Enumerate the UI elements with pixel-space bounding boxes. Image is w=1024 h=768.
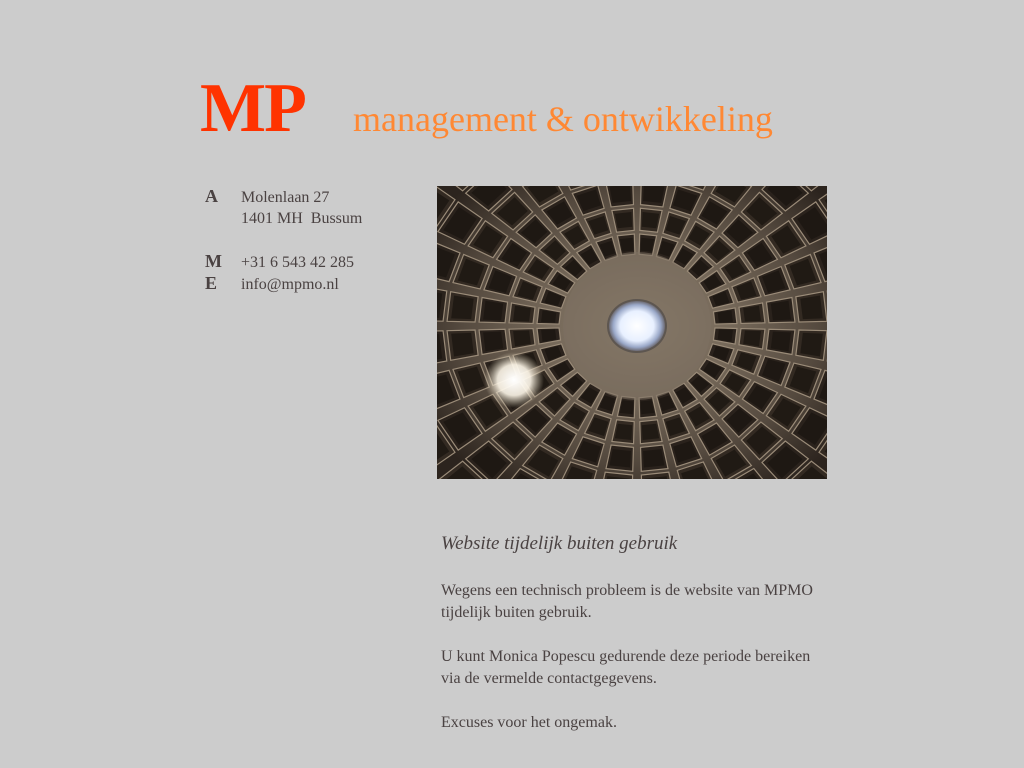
email-row: [205, 273, 425, 295]
tagline: management & ontwikkeling: [353, 99, 773, 139]
address-city: 1401 MH Bussum: [241, 210, 363, 227]
mobile-row: [205, 251, 425, 273]
address-key: A: [205, 186, 218, 206]
pantheon-dome-photo: [437, 186, 827, 479]
address-row-1: [205, 186, 425, 208]
notice-paragraph-1: Wegens een technisch probleem is de website van MPMO tijdelijk buiten gebruik.: [441, 582, 813, 621]
mobile-key: M: [205, 251, 222, 271]
address-street: Molenlaan 27: [241, 189, 330, 206]
notice-heading: Website tijdelijk buiten gebruik: [441, 533, 678, 554]
notice: [441, 532, 841, 756]
address-row-2: [205, 208, 425, 229]
notice-paragraph-3: Excuses voor het ongemak.: [441, 714, 617, 731]
logo-mp: MP: [200, 70, 305, 147]
contact-block: [205, 186, 425, 295]
mobile-number: +31 6 543 42 285: [241, 254, 355, 271]
email-address[interactable]: info@mpmo.nl: [241, 276, 339, 293]
notice-paragraph-2: U kunt Monica Popescu gedurende deze periode bereiken via de vermelde contactgegevens.: [441, 648, 811, 687]
email-key: E: [205, 273, 218, 293]
